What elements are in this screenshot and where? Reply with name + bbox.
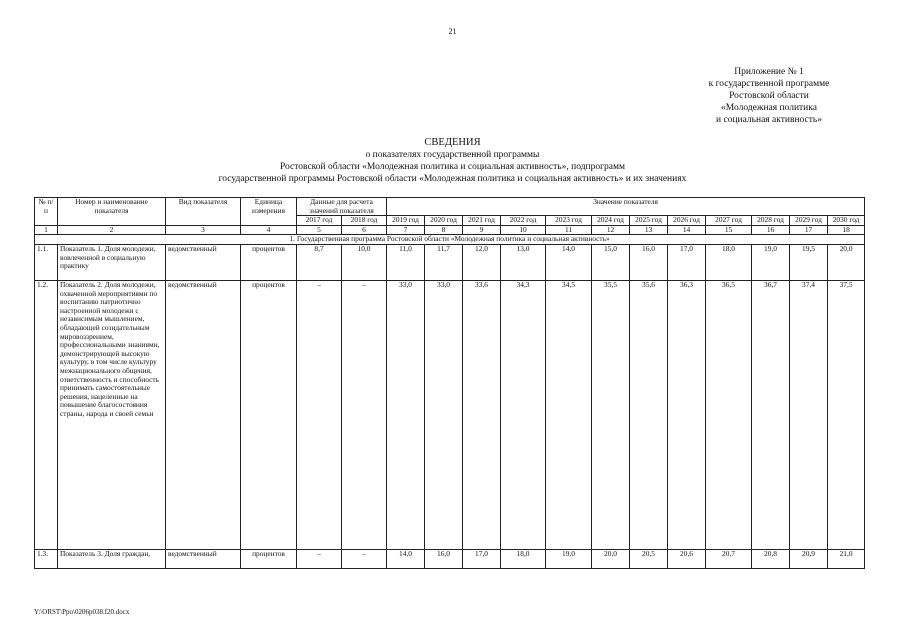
row-num: 1.1. bbox=[35, 244, 58, 280]
value-cell: 34,5 bbox=[546, 280, 592, 549]
year-header: 2030 год bbox=[828, 216, 865, 226]
value-cell: 8,7 bbox=[297, 244, 342, 280]
row-name: Показатель 3. Доля граждан, bbox=[58, 549, 166, 568]
table-row bbox=[35, 280, 865, 549]
value-cell: 21,0 bbox=[828, 549, 865, 568]
header-values: Значение показателя bbox=[387, 198, 865, 216]
column-number: 10 bbox=[501, 225, 546, 235]
value-cell: 33,0 bbox=[387, 280, 425, 549]
value-cell: 36,3 bbox=[668, 280, 706, 549]
year-header: 2027 год bbox=[706, 216, 752, 226]
value-cell: 18,0 bbox=[501, 549, 546, 568]
column-number: 4 bbox=[241, 225, 297, 235]
appendix-line: к государственной программе bbox=[708, 79, 830, 89]
value-cell: 10,0 bbox=[342, 244, 387, 280]
column-number: 7 bbox=[387, 225, 425, 235]
row-type: ведомственный bbox=[166, 244, 241, 280]
program-title: 1. Государственная программа Ростовской области «Молодежная политика и социальная активность» bbox=[35, 235, 865, 245]
file-path-footer: Y:\ORST\Ppo\0206p038.f20.docx bbox=[34, 608, 130, 616]
row-name: Показатель 1. Доля молодежи, вовлеченной в социальную практику bbox=[58, 244, 166, 280]
row-num: 1.3. bbox=[35, 549, 58, 568]
appendix-line: Приложение № 1 bbox=[734, 67, 804, 77]
year-header: 2024 год bbox=[592, 216, 630, 226]
value-cell: 20,9 bbox=[790, 549, 828, 568]
value-cell: 35,6 bbox=[630, 280, 668, 549]
value-cell: – bbox=[297, 549, 342, 568]
row-type: ведомственный bbox=[166, 280, 241, 549]
year-header: 2019 год bbox=[387, 216, 425, 226]
heading-line: о показателях государственной программы bbox=[365, 150, 540, 160]
appendix-line: «Молодежная политика bbox=[721, 103, 817, 113]
value-cell: 18,0 bbox=[706, 244, 752, 280]
heading-line: государственной программы Ростовской области «Молодежная политика и социальная активность» и их значениях bbox=[218, 174, 687, 184]
value-cell: 20,6 bbox=[668, 549, 706, 568]
column-number: 2 bbox=[58, 225, 166, 235]
value-cell: 12,0 bbox=[463, 244, 501, 280]
year-header: 2028 год bbox=[752, 216, 790, 226]
value-cell: 20,0 bbox=[828, 244, 865, 280]
column-number: 15 bbox=[706, 225, 752, 235]
indicators-table bbox=[34, 197, 865, 569]
column-number: 13 bbox=[630, 225, 668, 235]
program-row bbox=[35, 235, 865, 245]
value-cell: 17,0 bbox=[668, 244, 706, 280]
value-cell: 34,3 bbox=[501, 280, 546, 549]
year-header: 2020 год bbox=[425, 216, 463, 226]
column-number: 3 bbox=[166, 225, 241, 235]
value-cell: 33,0 bbox=[425, 280, 463, 549]
page-number: 21 bbox=[448, 27, 457, 36]
header-name: Номер и наименование показателя bbox=[58, 198, 166, 226]
year-header: 2017 год bbox=[297, 216, 342, 226]
header-unit: Единица измерения bbox=[241, 198, 297, 226]
column-number: 5 bbox=[297, 225, 342, 235]
column-number: 8 bbox=[425, 225, 463, 235]
column-number: 16 bbox=[752, 225, 790, 235]
table-row bbox=[35, 244, 865, 280]
value-cell: 15,0 bbox=[592, 244, 630, 280]
year-header: 2018 год bbox=[342, 216, 387, 226]
value-cell: 19,0 bbox=[546, 549, 592, 568]
column-number: 11 bbox=[546, 225, 592, 235]
value-cell: 13,0 bbox=[501, 244, 546, 280]
value-cell: – bbox=[297, 280, 342, 549]
year-header: 2022 год bbox=[501, 216, 546, 226]
heading-line: Ростовской области «Молодежная политика и социальная активность», подпрограмм bbox=[279, 162, 625, 172]
value-cell: 36,5 bbox=[706, 280, 752, 549]
column-number: 17 bbox=[790, 225, 828, 235]
header-row bbox=[35, 198, 865, 216]
row-type: ведомственный bbox=[166, 549, 241, 568]
row-name: Показатель 2. Доля молодежи, охваченной мероприятиями по воспитанию патриотично настроенной молодежи с независимым мышлением, обладающей созидательным мировоззрением, профессиональными знаниями, демонстрирующей высокую культуру, в том числе культуру межнационального общения, ответственность и способность принимать самостоятельные решения, нацеленные на повышение благосостояния страны, народа и своей семьи bbox=[58, 280, 166, 549]
value-cell: 11,0 bbox=[387, 244, 425, 280]
year-header: 2029 год bbox=[790, 216, 828, 226]
year-header: 2026 год bbox=[668, 216, 706, 226]
value-cell: – bbox=[342, 549, 387, 568]
value-cell: 20,0 bbox=[592, 549, 630, 568]
value-cell: 19,0 bbox=[752, 244, 790, 280]
year-header: 2023 год bbox=[546, 216, 592, 226]
appendix-line: и социальная активность» bbox=[716, 115, 822, 125]
value-cell: 14,0 bbox=[546, 244, 592, 280]
column-number: 9 bbox=[463, 225, 501, 235]
value-cell: – bbox=[342, 280, 387, 549]
value-cell: 36,7 bbox=[752, 280, 790, 549]
value-cell: 17,0 bbox=[463, 549, 501, 568]
header-base: Данные для расчета значений показателя bbox=[297, 198, 387, 216]
column-numbers-row bbox=[35, 225, 865, 235]
value-cell: 20,5 bbox=[630, 549, 668, 568]
row-num: 1.2. bbox=[35, 280, 58, 549]
header-num: № п/п bbox=[35, 198, 58, 226]
row-unit: процентов bbox=[241, 549, 297, 568]
document-heading bbox=[0, 137, 905, 185]
column-number: 12 bbox=[592, 225, 630, 235]
value-cell: 16,0 bbox=[630, 244, 668, 280]
value-cell: 20,7 bbox=[706, 549, 752, 568]
value-cell: 37,4 bbox=[790, 280, 828, 549]
row-unit: процентов bbox=[241, 244, 297, 280]
column-number: 14 bbox=[668, 225, 706, 235]
appendix-line: Ростовской области bbox=[729, 91, 809, 101]
appendix-block bbox=[639, 66, 839, 126]
column-number: 6 bbox=[342, 225, 387, 235]
value-cell: 35,5 bbox=[592, 280, 630, 549]
year-header: 2021 год bbox=[463, 216, 501, 226]
value-cell: 37,5 bbox=[828, 280, 865, 549]
table-row bbox=[35, 549, 865, 568]
value-cell: 20,8 bbox=[752, 549, 790, 568]
heading-title: СВЕДЕНИЯ bbox=[424, 137, 481, 148]
value-cell: 33,6 bbox=[463, 280, 501, 549]
column-number: 1 bbox=[35, 225, 58, 235]
row-unit: процентов bbox=[241, 280, 297, 549]
column-number: 18 bbox=[828, 225, 865, 235]
value-cell: 14,0 bbox=[387, 549, 425, 568]
value-cell: 19,5 bbox=[790, 244, 828, 280]
value-cell: 16,0 bbox=[425, 549, 463, 568]
year-header: 2025 год bbox=[630, 216, 668, 226]
header-type: Вид показателя bbox=[166, 198, 241, 226]
value-cell: 11,7 bbox=[425, 244, 463, 280]
